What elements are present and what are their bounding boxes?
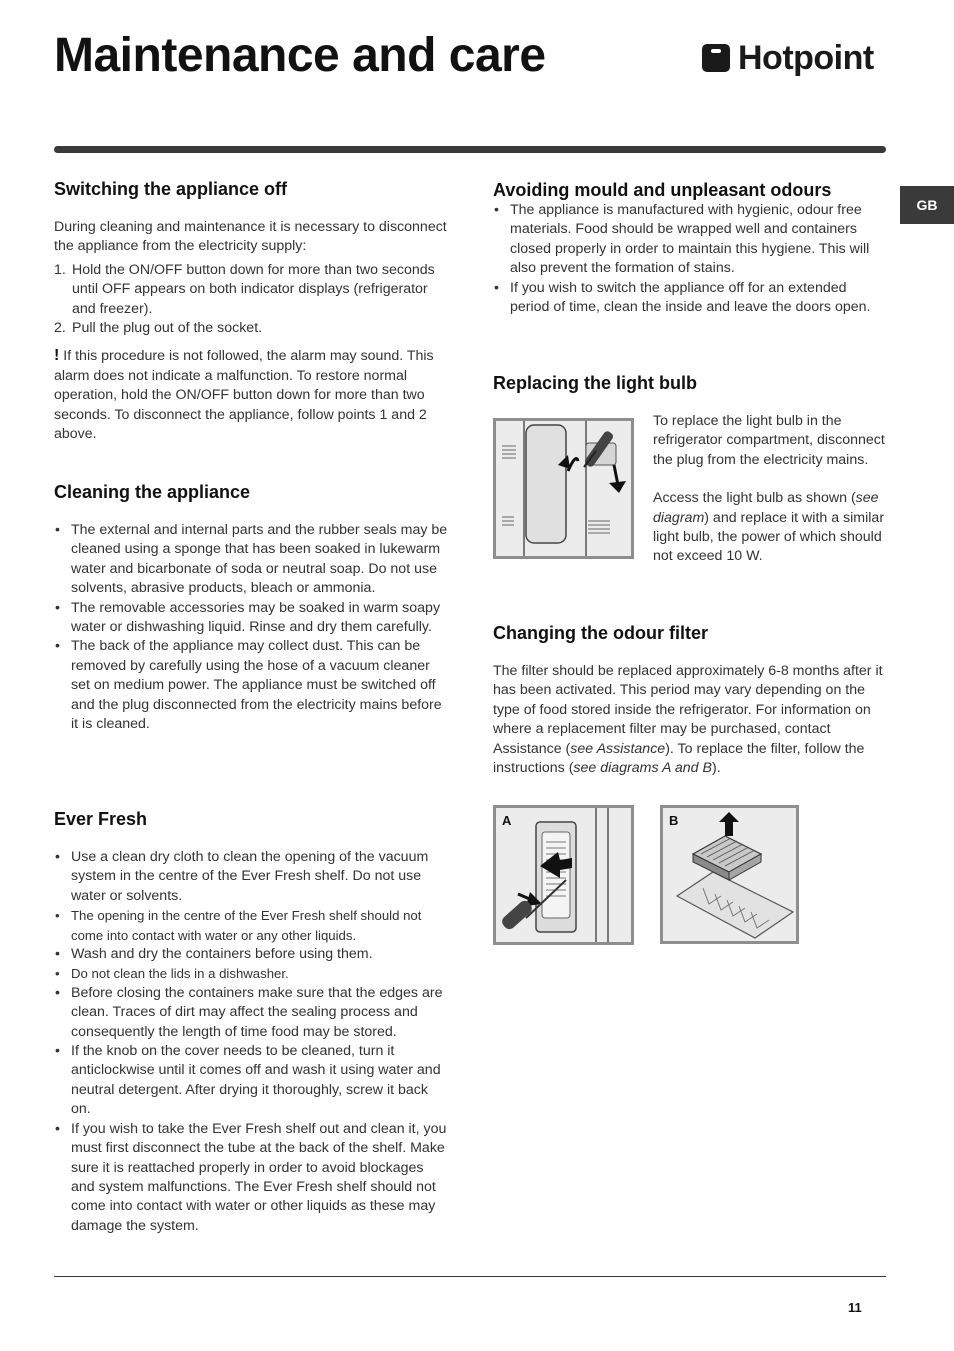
- warning-text: ! If this procedure is not followed, the alarm may sound. This alarm does not indicate a malfunction. To restore normal operation, hold the ON/OFF button down for more than two seconds. To disconnect the appliance, follow points 1 and 2 above.: [54, 347, 434, 443]
- mould-list: [493, 201, 887, 317]
- section-heading: Changing the odour filter: [493, 623, 708, 643]
- diagram-a-label: A: [502, 813, 512, 828]
- section-switching-off: [54, 178, 448, 444]
- section-mould: [493, 179, 887, 317]
- section-heading: Ever Fresh: [54, 809, 148, 829]
- list-item: • If you wish to take the Ever Fresh shelf out and clean it, you must first disconnect the tube at the back of the shelf. Make sure it is reattached properly in order to avoid blockages and system malfunctions. The Ever Fresh shelf should not come into contact with water or other liquids as these may damage the system.: [54, 1120, 448, 1236]
- list-item: • The back of the appliance may collect dust. This can be removed by carefully using the hose of a vacuum cleaner set on medium power. The appliance must be switched off and the plug disconnected from the electricity mains before it is cleaned.: [54, 637, 448, 734]
- list-item: • If the knob on the cover needs to be cleaned, turn it anticlockwise until it comes off and wash it using water and neutral detergent. After drying it thoroughly, screw it back on.: [54, 1042, 448, 1120]
- list-item: 1. Hold the ON/OFF button down for more than two seconds until OFF appears on both indicator displays (refrigerator and freezer).: [54, 261, 435, 317]
- filter-diagram-a: [493, 805, 634, 945]
- list-item: 2. Pull the plug out of the socket.: [54, 320, 263, 337]
- filter-removal-illustration: [496, 808, 631, 942]
- cleaning-list: [54, 521, 448, 734]
- filter-diagram-b: [660, 805, 799, 944]
- list-item: • The removable accessories may be soaked in warm soapy water or dishwashing liquid. Rinse and dry them carefully.: [54, 599, 448, 638]
- diagram-b-label: B: [669, 813, 679, 828]
- filter-replacement-illustration: [663, 808, 796, 941]
- intro-text: During cleaning and maintenance it is necessary to disconnect the appliance from the electricity supply:: [54, 219, 447, 255]
- steps-list: [54, 261, 448, 339]
- brand-name: Hotpoint: [738, 39, 874, 77]
- list-item: • Do not clean the lids in a dishwasher.: [54, 964, 448, 983]
- light-bulb-paragraph-2: Access the light bulb as shown (see diagram) and replace it with a similar light bulb, the power of which should not exceed 10 W.: [653, 490, 885, 565]
- section-cleaning: [54, 481, 448, 734]
- hotpoint-logo-icon: [702, 44, 730, 72]
- section-heading: Avoiding mould and unpleasant odours: [493, 180, 832, 200]
- section-heading: Switching the appliance off: [54, 179, 288, 199]
- list-item: • Before closing the containers make sure that the edges are clean. Traces of dirt may affect the sealing process and consequently the length of time food may be stored.: [54, 984, 448, 1042]
- list-item: • The appliance is manufactured with hygienic, odour free materials. Food should be wrapped well and containers closed properly in order to maintain this hygiene. This will also prevent the formation of stains.: [493, 201, 887, 279]
- list-item: • If you wish to switch the appliance off for an extended period of time, clean the inside and leave the doors open.: [493, 279, 887, 318]
- list-item: • The external and internal parts and the rubber seals may be cleaned using a sponge that has been soaked in lukewarm water and bicarbonate of soda or neutral soap. Do not use solvents, abrasive products, bleach or ammonia.: [54, 521, 448, 599]
- odour-filter-text: The filter should be replaced approximately 6-8 months after it has been activated. This period may vary depending on the type of food stored inside the refrigerator. For information on where a replacement filter may be purchased, contact Assistance (see Assistance). To replace the filter, follow the instructions (see diagrams A and B).: [493, 663, 883, 777]
- section-light-bulb: [493, 372, 887, 394]
- footer-divider: [54, 1276, 886, 1277]
- list-item: • Use a clean dry cloth to clean the opening of the vacuum system in the centre of the Ever Fresh shelf. Do not use water or solvents.: [54, 848, 448, 906]
- section-heading: Replacing the light bulb: [493, 373, 697, 393]
- light-bulb-illustration: [496, 421, 631, 556]
- page-title: Maintenance and care: [54, 29, 546, 82]
- language-tab: GB: [900, 186, 954, 224]
- header-divider: [54, 146, 886, 153]
- page-number: 11: [848, 1300, 862, 1315]
- light-bulb-paragraph-1: To replace the light bulb in the refrigerator compartment, disconnect the plug from the electricity mains.: [653, 413, 885, 468]
- section-ever-fresh: [54, 808, 448, 1236]
- list-item: • The opening in the centre of the Ever Fresh shelf should not come into contact with water or any other liquids.: [54, 906, 448, 945]
- ever-fresh-list: [54, 848, 448, 1236]
- warning-icon: !: [54, 347, 60, 365]
- brand-logo: [702, 40, 874, 76]
- section-heading: Cleaning the appliance: [54, 482, 251, 502]
- light-bulb-text: [653, 412, 887, 567]
- list-item: • Wash and dry the containers before using them.: [54, 945, 448, 964]
- section-odour-filter: [493, 622, 887, 778]
- light-bulb-diagram: [493, 418, 634, 559]
